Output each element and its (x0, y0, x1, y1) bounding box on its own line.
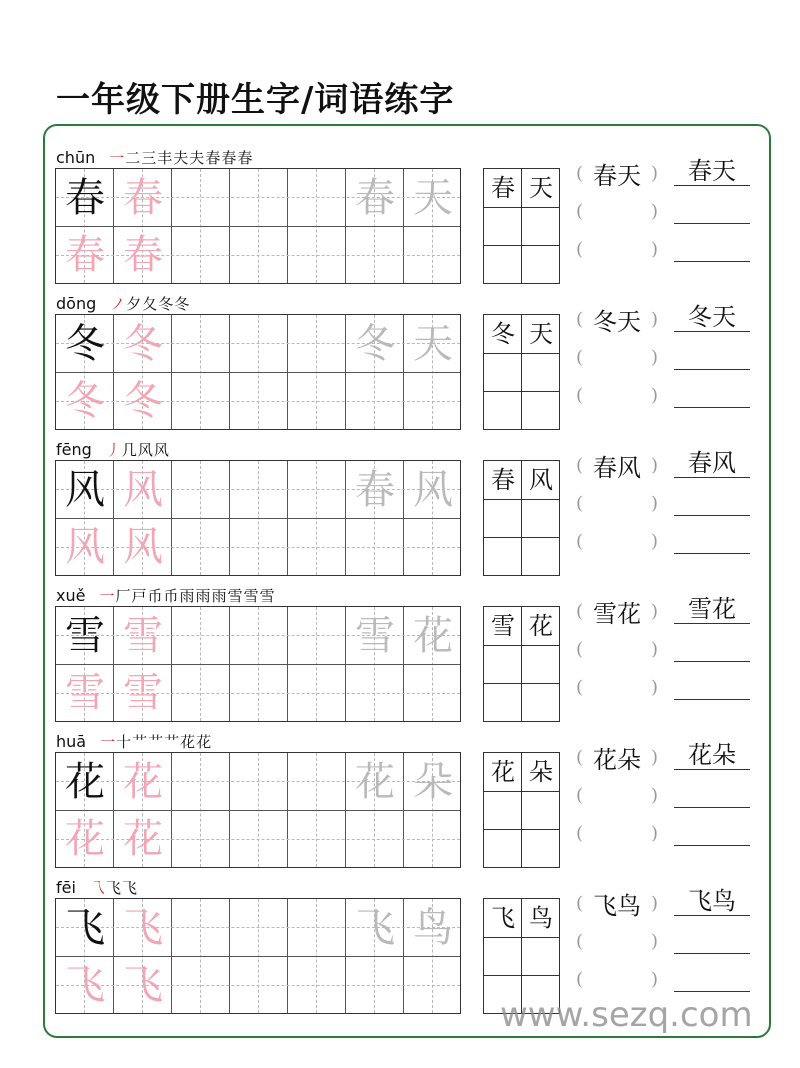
empty-parentheses[interactable] (576, 818, 658, 848)
word-writing-cell[interactable] (522, 353, 560, 391)
underlined-word: 花朵 (674, 740, 750, 770)
writing-cell[interactable] (172, 461, 230, 519)
word-writing-cell[interactable] (484, 829, 522, 867)
trace-character: 冬 (123, 378, 163, 424)
word-character: 花 (529, 612, 553, 640)
stroke-order-line (56, 292, 189, 314)
pinyin: fēng (56, 439, 92, 459)
underlined-word: 雪花 (674, 594, 750, 624)
trace-character: 花 (65, 816, 105, 862)
writing-cell[interactable] (346, 518, 404, 576)
word-trace-character: 雪 (355, 613, 395, 659)
model-character: 冬 (65, 321, 105, 367)
blank-line[interactable] (674, 194, 750, 224)
trace-character: 冬 (65, 378, 105, 424)
writing-cell[interactable] (230, 315, 288, 373)
empty-parentheses[interactable] (576, 526, 658, 556)
underlined-word: 飞鸟 (674, 886, 750, 916)
word-character: 风 (529, 466, 553, 494)
word-trace-character: 鸟 (413, 905, 453, 951)
stroke-step: 雪 (227, 586, 243, 605)
stroke-step: 春 (205, 148, 221, 167)
pinyin: huā (56, 731, 87, 751)
pinyin: xuě (56, 585, 86, 605)
empty-parentheses[interactable] (576, 196, 658, 226)
paren-close: ) (650, 238, 658, 260)
word-in-parentheses (576, 450, 658, 480)
stroke-step: 春 (221, 148, 237, 167)
empty-parentheses[interactable] (576, 634, 658, 664)
word-character: 春 (491, 466, 515, 494)
word-trace-character: 花 (413, 613, 453, 659)
character-section (0, 584, 800, 730)
word-character: 朵 (529, 758, 553, 786)
paren-word: 春风 (593, 453, 641, 482)
trace-character: 飞 (123, 905, 163, 951)
tianzige-grid (55, 314, 461, 430)
paren-word: 飞鸟 (593, 891, 641, 920)
paren-word: 冬天 (593, 307, 641, 336)
word-writing-cell[interactable] (522, 499, 560, 537)
stroke-order (99, 585, 274, 606)
writing-cell[interactable] (172, 899, 230, 957)
word-writing-cell[interactable] (484, 537, 522, 575)
word-writing-cell[interactable] (522, 645, 560, 683)
page-title: 一年级下册生字/词语练字 (56, 80, 455, 120)
writing-cell[interactable] (230, 226, 288, 284)
word-writing-cell[interactable] (484, 937, 522, 975)
word-trace-character: 冬 (355, 321, 395, 367)
word-character: 鸟 (529, 904, 553, 932)
paren-open: ( (576, 530, 584, 552)
blank-line[interactable] (674, 816, 750, 846)
paren-open: ( (576, 822, 584, 844)
stroke-step: 雨 (179, 586, 195, 605)
stroke-step: 夂 (142, 294, 158, 313)
word-in-parentheses (576, 888, 658, 918)
watermark: www.sezq.com (500, 995, 753, 1035)
model-character: 花 (65, 759, 105, 805)
paren-word: 雪花 (593, 599, 641, 628)
paren-open: ( (576, 600, 584, 622)
word-writing-cell[interactable] (522, 683, 560, 721)
trace-character: 春 (123, 232, 163, 278)
empty-parentheses[interactable] (576, 672, 658, 702)
stroke-step: ノ (110, 294, 126, 313)
model-character: 春 (65, 175, 105, 221)
blank-line[interactable] (674, 524, 750, 554)
writing-cell[interactable] (230, 753, 288, 811)
stroke-step: 币 (147, 586, 163, 605)
trace-character: 风 (123, 524, 163, 570)
word-in-parentheses (576, 742, 658, 772)
writing-cell[interactable] (288, 461, 346, 519)
blank-line[interactable] (674, 632, 750, 662)
writing-cell[interactable] (346, 956, 404, 1014)
word-character: 雪 (491, 612, 515, 640)
trace-character: 春 (123, 175, 163, 221)
pinyin: chūn (56, 147, 96, 167)
writing-cell[interactable] (172, 753, 230, 811)
model-character: 风 (65, 467, 105, 513)
blank-line[interactable] (674, 670, 750, 700)
paren-close: ) (650, 384, 658, 406)
paren-close: ) (650, 162, 658, 184)
pinyin: fēi (56, 877, 76, 897)
word-writing-cell[interactable] (484, 499, 522, 537)
word-grid (483, 314, 560, 430)
word-in-parentheses (576, 158, 658, 188)
trace-character: 风 (65, 524, 105, 570)
trace-character: 风 (123, 467, 163, 513)
word-character: 天 (529, 320, 553, 348)
stroke-step: 飞 (121, 878, 137, 897)
paren-open: ( (576, 454, 584, 476)
writing-cell[interactable] (404, 956, 462, 1014)
word-writing-cell[interactable] (522, 207, 560, 245)
stroke-step: 雨 (195, 586, 211, 605)
word-writing-cell[interactable] (484, 791, 522, 829)
writing-cell[interactable] (230, 169, 288, 227)
writing-cell[interactable] (404, 372, 462, 430)
writing-cell[interactable] (172, 664, 230, 722)
blank-line[interactable] (674, 486, 750, 516)
stroke-step: 币 (163, 586, 179, 605)
word-writing-cell[interactable] (484, 683, 522, 721)
stroke-step: 艹 (148, 732, 164, 751)
paren-open: ( (576, 308, 584, 330)
word-writing-cell[interactable] (522, 791, 560, 829)
paren-open: ( (576, 162, 584, 184)
word-writing-cell[interactable] (522, 245, 560, 283)
stroke-order (106, 439, 169, 460)
stroke-step: 花 (196, 732, 212, 751)
word-trace-character: 天 (413, 321, 453, 367)
paren-open: ( (576, 676, 584, 698)
paren-close: ) (650, 892, 658, 914)
stroke-step: 丿 (105, 440, 121, 459)
paren-open: ( (576, 200, 584, 222)
word-writing-cell[interactable] (484, 207, 522, 245)
stroke-order (110, 293, 189, 314)
writing-cell[interactable] (172, 518, 230, 576)
tianzige-grid (55, 898, 461, 1014)
stroke-step: 冬 (174, 294, 190, 313)
word-character: 春 (491, 174, 515, 202)
stroke-step: 艹 (132, 732, 148, 751)
paren-open: ( (576, 968, 584, 990)
writing-cell[interactable] (288, 956, 346, 1014)
paren-close: ) (650, 346, 658, 368)
word-writing-cell[interactable] (522, 829, 560, 867)
writing-cell[interactable] (230, 664, 288, 722)
writing-cell[interactable] (230, 899, 288, 957)
word-trace-character: 春 (355, 467, 395, 513)
paren-close: ) (650, 492, 658, 514)
stroke-step: 厂 (115, 586, 131, 605)
stroke-step: 雪 (243, 586, 259, 605)
word-trace-character: 春 (355, 175, 395, 221)
writing-cell[interactable] (404, 518, 462, 576)
stroke-step: 风 (137, 440, 153, 459)
trace-character: 雪 (123, 670, 163, 716)
stroke-step: 几 (121, 440, 137, 459)
word-writing-cell[interactable] (484, 353, 522, 391)
trace-character: 冬 (123, 321, 163, 367)
writing-cell[interactable] (288, 753, 346, 811)
paren-open: ( (576, 930, 584, 952)
stroke-step: 一 (100, 732, 116, 751)
word-in-parentheses (576, 304, 658, 334)
writing-cell[interactable] (346, 226, 404, 284)
paren-open: ( (576, 346, 584, 368)
stroke-step: 丰 (157, 148, 173, 167)
paren-close: ) (650, 746, 658, 768)
stroke-step: 艹 (164, 732, 180, 751)
paren-word: 花朵 (593, 745, 641, 774)
word-grid (483, 460, 560, 576)
writing-cell[interactable] (230, 518, 288, 576)
stroke-order (90, 877, 137, 898)
word-in-parentheses (576, 596, 658, 626)
blank-line[interactable] (674, 378, 750, 408)
trace-character: 飞 (65, 962, 105, 1008)
word-trace-character: 朵 (413, 759, 453, 805)
stroke-step: 十 (116, 732, 132, 751)
paren-open: ( (576, 492, 584, 514)
paren-close: ) (650, 638, 658, 660)
trace-character: 花 (123, 816, 163, 862)
underlined-word: 春天 (674, 156, 750, 186)
word-trace-character: 飞 (355, 905, 395, 951)
writing-cell[interactable] (230, 461, 288, 519)
writing-cell[interactable] (172, 169, 230, 227)
paren-word: 春天 (593, 161, 641, 190)
writing-cell[interactable] (288, 169, 346, 227)
writing-cell[interactable] (346, 664, 404, 722)
paren-close: ) (650, 308, 658, 330)
stroke-step: 冬 (158, 294, 174, 313)
paren-open: ( (576, 384, 584, 406)
writing-cell[interactable] (172, 226, 230, 284)
stroke-step: 乁 (89, 878, 105, 897)
blank-line[interactable] (674, 962, 750, 992)
word-trace-character: 天 (413, 175, 453, 221)
underlined-word: 冬天 (674, 302, 750, 332)
stroke-step: 夕 (126, 294, 142, 313)
word-character: 天 (529, 174, 553, 202)
word-writing-cell[interactable] (484, 245, 522, 283)
model-character: 雪 (65, 613, 105, 659)
trace-character: 花 (123, 759, 163, 805)
stroke-step: 飞 (105, 878, 121, 897)
stroke-order-line (56, 730, 211, 752)
word-writing-cell[interactable] (522, 937, 560, 975)
writing-cell[interactable] (230, 956, 288, 1014)
writing-cell[interactable] (404, 810, 462, 868)
character-section (0, 438, 800, 584)
model-character: 飞 (65, 905, 105, 951)
stroke-step: 风 (153, 440, 169, 459)
stroke-order-line (56, 584, 275, 606)
empty-parentheses[interactable] (576, 234, 658, 264)
writing-cell[interactable] (288, 607, 346, 665)
writing-cell[interactable] (404, 664, 462, 722)
stroke-step: 雪 (259, 586, 275, 605)
empty-parentheses[interactable] (576, 380, 658, 410)
paren-open: ( (576, 238, 584, 260)
paren-close: ) (650, 930, 658, 952)
word-trace-character: 风 (413, 467, 453, 513)
writing-cell[interactable] (172, 607, 230, 665)
stroke-order (100, 731, 211, 752)
stroke-order-line (56, 146, 252, 168)
paren-close: ) (650, 676, 658, 698)
writing-cell[interactable] (230, 810, 288, 868)
stroke-order-line (56, 876, 137, 898)
writing-cell[interactable] (230, 607, 288, 665)
stroke-step: 花 (180, 732, 196, 751)
tianzige-grid (55, 460, 461, 576)
underlined-word: 春风 (674, 448, 750, 478)
paren-close: ) (650, 784, 658, 806)
paren-open: ( (576, 746, 584, 768)
trace-character: 雪 (123, 613, 163, 659)
trace-character: 雪 (65, 670, 105, 716)
tianzige-grid (55, 606, 461, 722)
trace-character: 春 (65, 232, 105, 278)
empty-parentheses[interactable] (576, 342, 658, 372)
word-grid (483, 752, 560, 868)
writing-cell[interactable] (172, 810, 230, 868)
paren-close: ) (650, 200, 658, 222)
word-character: 冬 (491, 320, 515, 348)
word-trace-character: 花 (355, 759, 395, 805)
writing-cell[interactable] (346, 372, 404, 430)
empty-parentheses[interactable] (576, 964, 658, 994)
trace-character: 飞 (123, 962, 163, 1008)
word-grid (483, 168, 560, 284)
word-writing-cell[interactable] (522, 537, 560, 575)
writing-cell[interactable] (230, 372, 288, 430)
paren-close: ) (650, 822, 658, 844)
paren-open: ( (576, 784, 584, 806)
writing-cell[interactable] (288, 664, 346, 722)
character-section (0, 730, 800, 876)
writing-cell[interactable] (288, 372, 346, 430)
writing-cell[interactable] (288, 226, 346, 284)
word-character: 飞 (491, 904, 515, 932)
paren-close: ) (650, 600, 658, 622)
paren-open: ( (576, 892, 584, 914)
blank-line[interactable] (674, 924, 750, 954)
stroke-step: 夫 (189, 148, 205, 167)
stroke-step: 二 (125, 148, 141, 167)
writing-cell[interactable] (288, 810, 346, 868)
stroke-step: 春 (237, 148, 253, 167)
empty-parentheses[interactable] (576, 780, 658, 810)
pinyin: dōng (56, 293, 97, 313)
paren-close: ) (650, 530, 658, 552)
stroke-step: 戸 (131, 586, 147, 605)
blank-line[interactable] (674, 778, 750, 808)
blank-line[interactable] (674, 340, 750, 370)
writing-cell[interactable] (172, 956, 230, 1014)
stroke-step: 一 (99, 586, 115, 605)
stroke-step: 雨 (211, 586, 227, 605)
tianzige-grid (55, 752, 461, 868)
blank-line[interactable] (674, 232, 750, 262)
character-section (0, 146, 800, 292)
paren-close: ) (650, 454, 658, 476)
stroke-order (109, 147, 252, 168)
writing-cell[interactable] (288, 518, 346, 576)
stroke-step: 夫 (173, 148, 189, 167)
writing-cell[interactable] (346, 810, 404, 868)
word-writing-cell[interactable] (484, 645, 522, 683)
stroke-step: 三 (141, 148, 157, 167)
writing-cell[interactable] (172, 372, 230, 430)
word-character: 花 (491, 758, 515, 786)
character-section (0, 292, 800, 438)
writing-cell[interactable] (288, 315, 346, 373)
stroke-step: 一 (109, 148, 125, 167)
word-writing-cell[interactable] (484, 391, 522, 429)
tianzige-grid (55, 168, 461, 284)
empty-parentheses[interactable] (576, 488, 658, 518)
stroke-order-line (56, 438, 169, 460)
writing-cell[interactable] (288, 899, 346, 957)
writing-cell[interactable] (404, 226, 462, 284)
empty-parentheses[interactable] (576, 926, 658, 956)
word-writing-cell[interactable] (522, 391, 560, 429)
paren-close: ) (650, 968, 658, 990)
paren-open: ( (576, 638, 584, 660)
writing-cell[interactable] (172, 315, 230, 373)
word-grid (483, 606, 560, 722)
